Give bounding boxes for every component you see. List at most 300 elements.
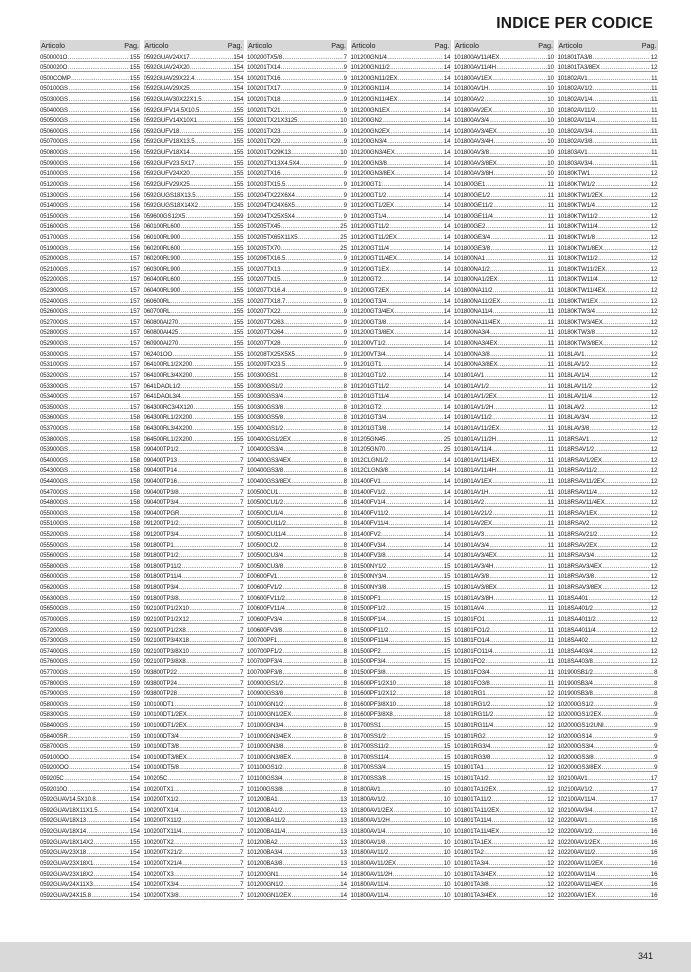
page-ref: 154: [233, 74, 244, 82]
dot-leader: [485, 605, 548, 612]
dot-leader: [494, 722, 547, 729]
index-row: [558, 804, 658, 815]
index-row: [247, 825, 347, 836]
page-ref: 7: [240, 552, 244, 560]
dot-leader: [281, 64, 343, 71]
dot-leader: [281, 96, 343, 103]
article-code: 054400GS: [40, 477, 68, 485]
article-code: 100100DT3/4: [143, 732, 179, 740]
page-ref: 11: [651, 117, 658, 125]
index-row: [40, 645, 140, 656]
index-row: [40, 242, 140, 253]
article-code: 0592GUAV24X15.8: [40, 891, 91, 899]
index-column-3: [247, 40, 347, 933]
page-ref: 159: [129, 615, 140, 623]
index-row: [40, 847, 140, 858]
page-ref: 11: [547, 615, 554, 623]
article-code: 10180KTW3/4EX: [557, 318, 603, 326]
page-ref: 155: [233, 233, 244, 241]
page-ref: 7: [240, 722, 244, 729]
page-ref: 15: [443, 647, 451, 655]
index-row: [558, 688, 658, 699]
page-ref: 155: [233, 371, 244, 379]
article-code: 1018LAV1/2: [557, 361, 590, 369]
index-row: [351, 751, 451, 762]
page-ref: 154: [129, 796, 140, 804]
article-code: 092100TP3/4X18: [143, 637, 189, 645]
article-code: 051200GS: [40, 180, 68, 188]
page-ref: 8: [654, 668, 658, 676]
dot-leader: [186, 627, 240, 634]
index-row: [558, 62, 658, 73]
page-ref: 13: [340, 828, 347, 836]
index-row: [351, 772, 451, 783]
article-code: 102000GS3/8EX: [557, 764, 602, 772]
index-row: [351, 518, 451, 529]
article-code: 101801TA3/4EX: [454, 870, 497, 878]
dot-leader: [490, 245, 547, 252]
dot-leader: [291, 436, 343, 443]
page-ref: 11: [547, 605, 554, 613]
page-ref: 9: [654, 764, 658, 772]
page-ref: 12: [650, 223, 658, 231]
article-code: 101801AV11/4: [454, 446, 492, 454]
article-code: 101000GN3/8: [247, 743, 284, 751]
dot-leader: [68, 85, 129, 92]
article-code: 101200VT3/4: [350, 350, 386, 358]
index-row: [144, 762, 244, 773]
page-ref: 155: [233, 223, 244, 231]
dot-leader: [179, 881, 240, 888]
page-ref: 157: [129, 276, 140, 284]
article-code: 101800GE1: [454, 180, 486, 188]
index-row: [351, 730, 451, 741]
article-code: 100600FV1/2: [247, 584, 282, 592]
page-ref: 11: [651, 127, 658, 135]
article-code: 100200TX21/4: [143, 859, 182, 867]
index-row: [454, 433, 554, 444]
article-code: 100201TX14: [247, 64, 281, 72]
dot-leader: [68, 308, 129, 315]
dot-leader: [485, 96, 547, 103]
dot-leader: [388, 457, 443, 464]
dot-leader: [389, 637, 443, 644]
index-row: [247, 444, 347, 455]
page-ref: 12: [650, 350, 658, 358]
article-code: 101000GN3/4EX: [247, 732, 292, 740]
article-code: 101801FO2: [454, 658, 485, 666]
dot-leader: [68, 446, 129, 453]
article-code: 0592GUFV18X13.5: [143, 138, 195, 146]
article-code: 102200AV1EX: [557, 891, 596, 899]
page-ref: 7: [240, 764, 244, 772]
page-ref: 14: [443, 287, 451, 295]
dot-leader: [285, 595, 343, 602]
article-code: 100201TX21: [247, 106, 281, 114]
index-row: [247, 146, 347, 157]
page-ref: 12: [547, 785, 554, 793]
index-row: [247, 200, 347, 211]
dot-leader: [386, 775, 443, 782]
index-row: [454, 284, 554, 295]
dot-leader: [281, 276, 343, 283]
index-row: [351, 825, 451, 836]
article-code: 101201GT3/4: [350, 414, 387, 422]
page-ref: 16: [650, 817, 658, 825]
article-code: 100500CU11/4: [247, 531, 286, 539]
index-row: [247, 656, 347, 667]
article-code: 101800AV1H: [454, 85, 489, 93]
article-code: 100600FV11/4: [247, 605, 285, 613]
dot-leader: [181, 234, 233, 241]
index-row: [144, 189, 244, 200]
index-row: [144, 412, 244, 423]
page-ref: 159: [129, 732, 140, 740]
dot-leader: [179, 764, 239, 771]
article-code: 100300GS3/8: [247, 403, 283, 411]
dot-leader: [286, 287, 343, 294]
index-row: [144, 709, 244, 720]
article-code: 100201TX17: [247, 85, 281, 93]
dot-leader: [389, 892, 444, 899]
article-code: 10180KTW3/8EX: [557, 340, 603, 348]
dot-leader: [68, 192, 129, 199]
index-row: [454, 210, 554, 221]
page-ref: 11: [547, 361, 554, 369]
dot-leader: [196, 192, 233, 199]
article-code: 101801TA1/2EX: [454, 785, 497, 793]
index-row: [454, 592, 554, 603]
dot-leader: [386, 542, 443, 549]
dot-leader: [382, 404, 443, 411]
article-code: 101200GN1/2EX: [247, 891, 292, 899]
article-code: 090400TP16: [143, 477, 177, 485]
article-code: 091200TP1/2: [143, 520, 179, 528]
index-row: [144, 772, 244, 783]
index-row: [558, 751, 658, 762]
dot-leader: [189, 637, 239, 644]
page-ref: 8: [343, 764, 347, 772]
article-code: 101800AV2EX: [454, 106, 492, 114]
column-header: [351, 40, 451, 51]
page-ref: 12: [650, 435, 658, 443]
article-code: 102200AV11/2EX: [557, 859, 603, 867]
article-code: 0592GUGS18X14X2: [143, 202, 198, 210]
page-ref: 12: [650, 318, 658, 326]
page-ref: 11: [547, 308, 554, 316]
article-code: 100700PF3/4: [247, 658, 282, 666]
index-row: [247, 327, 347, 338]
article-code: 0500COMP: [40, 74, 71, 82]
page-ref: 7: [240, 775, 244, 783]
article-code: 101600PF1/2X10: [350, 679, 396, 687]
index-row: [40, 719, 140, 730]
index-row: [247, 836, 347, 847]
page-ref: 14: [443, 74, 451, 82]
page-ref: 154: [129, 775, 140, 783]
page-ref: 7: [240, 446, 244, 454]
article-code: 100203TX15.5: [247, 180, 286, 188]
index-row: [247, 507, 347, 518]
index-row: [351, 72, 451, 83]
page-ref: 156: [129, 127, 140, 135]
dot-leader: [68, 743, 129, 750]
article-code: 101801TA3/4: [454, 859, 489, 867]
index-row: [454, 698, 554, 709]
dot-leader: [190, 54, 233, 61]
page-ref: 159: [129, 637, 140, 645]
article-code: 100200TX3/8: [143, 891, 179, 899]
dot-leader: [597, 489, 650, 496]
page-ref: 14: [443, 191, 451, 199]
dot-leader: [489, 85, 547, 92]
article-code: 093800TP28: [143, 690, 177, 698]
article-code: 101600PF3/8X8: [350, 711, 393, 719]
page-ref: 7: [240, 838, 244, 846]
article-code: 0592GUFV23.5X17: [143, 159, 195, 167]
page-ref: 13: [340, 796, 347, 804]
dot-leader: [595, 446, 651, 453]
index-row: [454, 136, 554, 147]
column-header: [247, 40, 347, 51]
page-ref: 12: [650, 170, 658, 178]
article-code: 101800AV3/8EX: [454, 159, 497, 167]
dot-leader: [598, 223, 650, 230]
index-row: [40, 539, 140, 550]
index-column-6: [558, 40, 658, 933]
page-ref: 9: [343, 318, 347, 326]
index-row: [144, 62, 244, 73]
dot-leader: [68, 489, 129, 496]
index-row: [144, 253, 244, 264]
dot-leader: [68, 287, 129, 294]
index-row: [144, 613, 244, 624]
dot-leader: [389, 383, 443, 390]
dot-leader: [190, 181, 233, 188]
dot-leader: [283, 690, 343, 697]
dot-leader: [68, 414, 129, 421]
page-ref: 10: [547, 117, 554, 125]
index-row: [40, 497, 140, 508]
index-row: [351, 868, 451, 879]
dot-leader: [295, 192, 343, 199]
article-code: 1018RSAV3/4EX: [557, 562, 602, 570]
article-code: 10180KTW11/2EX: [557, 265, 606, 273]
page-ref: 14: [443, 371, 451, 379]
dot-leader: [68, 637, 129, 644]
index-row: [454, 825, 554, 836]
index-row: [454, 157, 554, 168]
dot-leader: [389, 627, 443, 634]
article-code: 057700GS: [40, 668, 68, 676]
header-page-label: Pag.: [227, 41, 243, 50]
article-code: 102200AV11/4EX: [557, 881, 603, 889]
page-ref: 14: [443, 424, 451, 432]
page-ref: 159: [129, 626, 140, 634]
index-row: [558, 168, 658, 179]
dot-leader: [171, 298, 233, 305]
index-row: [558, 200, 658, 211]
dot-leader: [390, 85, 443, 92]
page-ref: 154: [129, 817, 140, 825]
article-code: 0592GUAV29X25: [143, 85, 190, 93]
page-ref: 157: [129, 340, 140, 348]
index-row: [247, 550, 347, 561]
article-code: 101700SS1: [350, 722, 382, 729]
page-ref: 14: [443, 456, 451, 464]
page-ref: 14: [443, 117, 451, 125]
dot-leader: [177, 467, 239, 474]
page-ref: 10: [443, 796, 451, 804]
article-code: 1018RSAV3/4: [557, 552, 595, 560]
article-code: 100900GS1/2: [247, 679, 283, 687]
index-row: [247, 231, 347, 242]
index-row: [454, 189, 554, 200]
index-row: [40, 295, 140, 306]
page-ref: 14: [443, 223, 451, 231]
article-code: 101800AV3/8H: [454, 170, 494, 178]
dot-leader: [590, 372, 651, 379]
page-ref: 12: [547, 700, 554, 708]
dot-leader: [284, 701, 343, 708]
page-ref: 7: [240, 700, 244, 708]
article-code: 101801TA1/2: [454, 775, 489, 783]
index-row: [144, 741, 244, 752]
index-row: [351, 306, 451, 317]
index-row: [351, 709, 451, 720]
index-row: [40, 327, 140, 338]
page-ref: 12: [650, 212, 658, 220]
index-row: [558, 401, 658, 412]
index-row: [40, 83, 140, 94]
dot-leader: [395, 149, 443, 156]
article-code: 1018SA4011/2: [557, 615, 596, 623]
article-code: 101801RG11/4: [454, 722, 494, 729]
article-code: 060100RL900: [143, 233, 181, 241]
dot-leader: [68, 701, 129, 708]
dot-leader: [186, 658, 240, 665]
page-ref: 154: [233, 85, 244, 93]
index-row: [40, 825, 140, 836]
index-row: [144, 295, 244, 306]
index-row: [144, 581, 244, 592]
article-code: 101801AV21/2: [454, 509, 493, 517]
index-row: [558, 581, 658, 592]
article-code: 101200GT11/4: [350, 244, 389, 252]
article-code: 101801AV2: [454, 499, 485, 507]
article-code: 060200RL600: [143, 244, 181, 252]
page-ref: 8: [343, 700, 347, 708]
dot-leader: [68, 573, 129, 580]
page-ref: 155: [233, 350, 244, 358]
page-ref: 14: [443, 318, 451, 326]
dot-leader: [600, 64, 650, 71]
page-ref: 157: [129, 265, 140, 273]
page-ref: 11: [547, 233, 554, 241]
page-ref: 11: [651, 74, 658, 82]
dot-leader: [594, 701, 654, 708]
dot-leader: [593, 828, 650, 835]
page-ref: 13: [340, 806, 347, 814]
dot-leader: [195, 75, 233, 82]
index-row: [144, 93, 244, 104]
article-code: 0592GUFV29X25: [143, 180, 190, 188]
page-ref: 8: [343, 477, 347, 485]
page-ref: 7: [240, 626, 244, 634]
dot-leader: [281, 245, 340, 252]
index-row: [247, 603, 347, 614]
index-row: [351, 412, 451, 423]
article-code: 057000GS: [40, 615, 68, 623]
page-ref: 7: [240, 658, 244, 666]
index-row: [454, 518, 554, 529]
dot-leader: [283, 467, 343, 474]
page-ref: 11: [547, 424, 554, 432]
page-ref: 7: [240, 743, 244, 751]
dot-leader: [187, 754, 240, 761]
dot-leader: [595, 308, 650, 315]
dot-leader: [281, 75, 343, 82]
dot-leader: [179, 743, 239, 750]
dot-leader: [181, 255, 233, 262]
article-code: 055600GS: [40, 552, 68, 560]
page-ref: 12: [650, 255, 658, 263]
index-row: [40, 804, 140, 815]
index-row: [558, 603, 658, 614]
article-code: 100204TX25X5X4: [247, 212, 295, 220]
index-row: [40, 72, 140, 83]
article-code: 101400FV11/4: [350, 520, 389, 528]
article-code: 056500GS: [40, 605, 68, 613]
page-ref: 7: [240, 870, 244, 878]
article-code: 052300GS: [40, 287, 68, 295]
article-code: 062401OO: [143, 350, 173, 358]
article-code: 10180KTW11/4: [557, 276, 598, 284]
index-row: [558, 433, 658, 444]
page-ref: 11: [547, 435, 554, 443]
index-row: [40, 231, 140, 242]
index-row: [558, 380, 658, 391]
article-code: 101800AV1: [350, 785, 381, 793]
article-code: 100208TX25X5X5: [247, 350, 295, 358]
article-code: 100200TX1: [143, 785, 174, 793]
index-row: [351, 401, 451, 412]
dot-leader: [497, 584, 547, 591]
index-row: [247, 709, 347, 720]
page-ref: 155: [233, 117, 244, 125]
index-row: [454, 635, 554, 646]
dot-leader: [398, 75, 443, 82]
article-code: 101200GT11/2: [350, 223, 389, 231]
index-row: [40, 274, 140, 285]
page-ref: 156: [129, 117, 140, 125]
index-row: [247, 772, 347, 783]
page-ref: 12: [650, 340, 658, 348]
article-code: 102200AV11/2: [557, 849, 596, 857]
article-code: 10180KTW1/2EX: [557, 191, 603, 199]
dot-leader: [386, 436, 443, 443]
page-ref: 25: [340, 244, 347, 252]
page-ref: 11: [547, 223, 554, 231]
page-ref: 12: [547, 870, 554, 878]
index-row: [247, 528, 347, 539]
dot-leader: [283, 414, 343, 421]
dot-leader: [68, 160, 129, 167]
dot-leader: [68, 520, 129, 527]
article-code: 100200TX21/2: [143, 849, 182, 857]
article-code: 0592GUAV23X18X1: [40, 859, 94, 867]
dot-leader: [68, 54, 130, 61]
